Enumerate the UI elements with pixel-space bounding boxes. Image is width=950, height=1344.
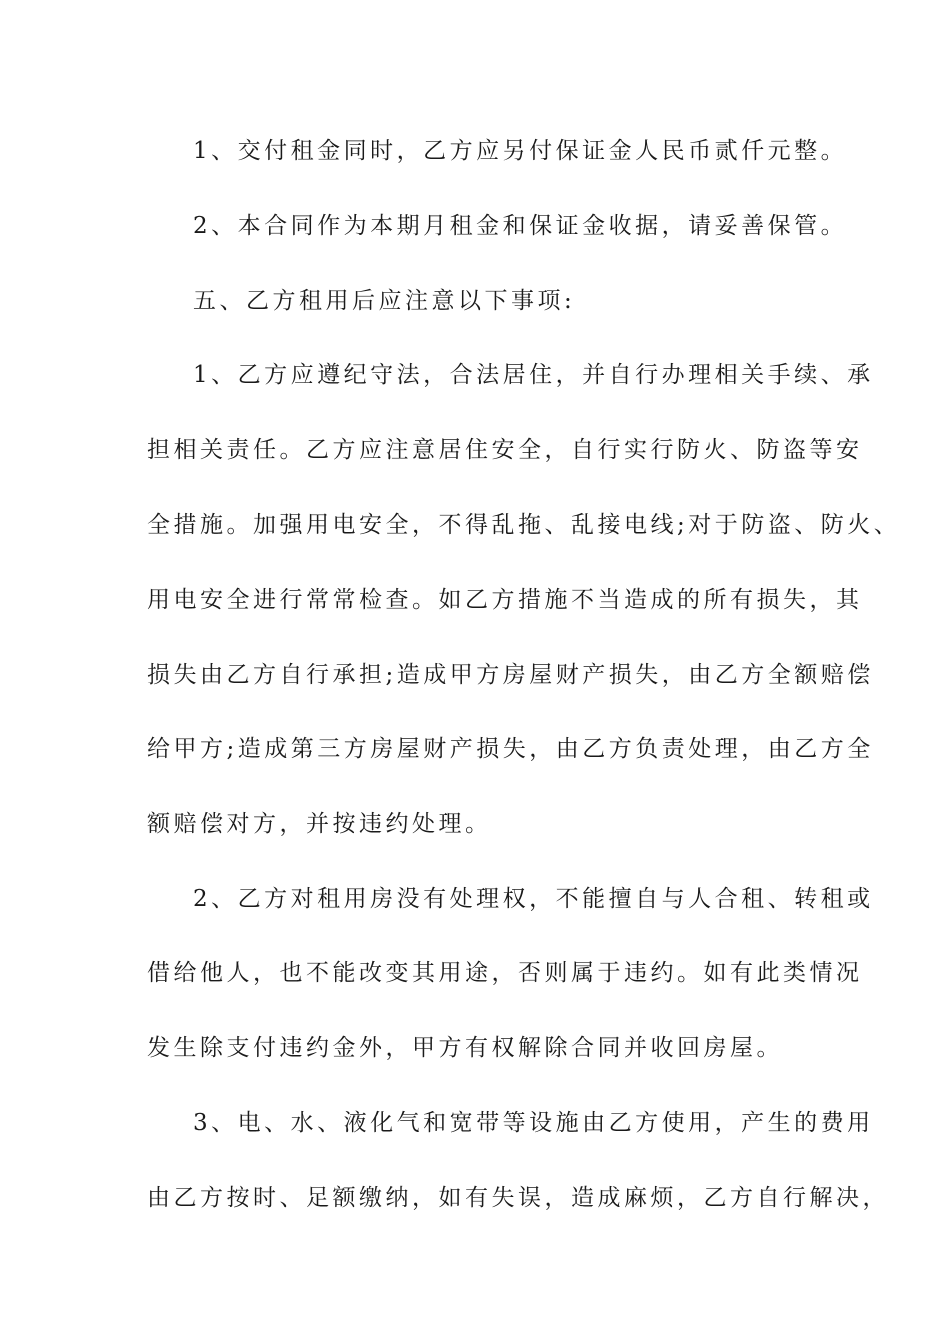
paragraph-line: 额赔偿对方，并按违约处理。 xyxy=(147,811,492,837)
paragraph-line: 发生除支付违约金外，甲方有权解除合同并收回房屋。 xyxy=(147,1035,783,1061)
paragraph-line: 担相关责任。乙方应注意居住安全，自行实行防火、防盗等安 xyxy=(147,437,863,463)
paragraph-line: 给甲方;造成第三方房屋财产损失，由乙方负责处理，由乙方全 xyxy=(147,736,874,762)
paragraph-line: 2、本合同作为本期月租金和保证金收据，请妥善保管。 xyxy=(193,213,848,239)
paragraph-line: 借给他人，也不能改变其用途，否则属于违约。如有此类情况 xyxy=(147,960,863,986)
paragraph-line: 由乙方按时、足额缴纳，如有失误，造成麻烦，乙方自行解决， xyxy=(147,1185,889,1211)
paragraph-line: 2、乙方对租用房没有处理权，不能擅自与人合租、转租或 xyxy=(193,886,874,912)
paragraph-line: 全措施。加强用电安全，不得乱拖、乱接电线;对于防盗、防火、 xyxy=(147,512,901,538)
paragraph-line: 3、电、水、液化气和宽带等设施由乙方使用，产生的费用 xyxy=(193,1110,874,1136)
paragraph-line: 1、交付租金同时，乙方应另付保证金人民币贰仟元整。 xyxy=(193,138,848,164)
section-heading: 五、乙方租用后应注意以下事项: xyxy=(193,288,576,314)
paragraph-line: 1、乙方应遵纪守法，合法居住，并自行办理相关手续、承 xyxy=(193,362,874,388)
paragraph-line: 用电安全进行常常检查。如乙方措施不当造成的所有损失，其 xyxy=(147,587,863,613)
paragraph-line: 损失由乙方自行承担;造成甲方房屋财产损失，由乙方全额赔偿 xyxy=(147,662,874,688)
